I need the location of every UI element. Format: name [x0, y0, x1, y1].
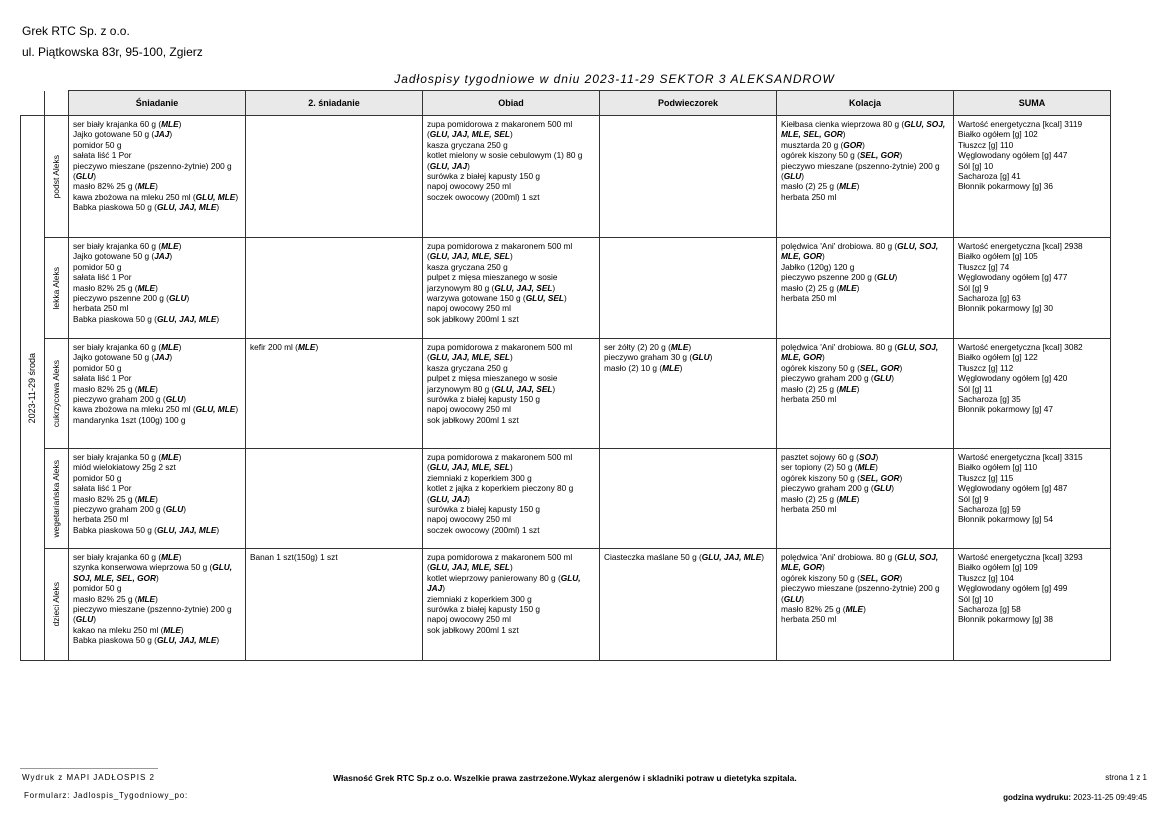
lunch-cell [423, 238, 600, 339]
nutrition-line: Wartość energetyczna [kcal] 3082 [958, 342, 1083, 352]
meal-item: Jabłko (120g) 120 g [781, 261, 855, 272]
meal-item: ser biały krajanka 60 g (MLE) [73, 552, 182, 562]
meal-item: Kiełbasa cienka wieprzowa 80 g (GLU, SOJ, MLE, SEL, GOR) [781, 119, 946, 140]
meal-item: pieczywo pszenne 200 g (GLU) [781, 272, 898, 283]
diet-label: wegetariańska Aleks [51, 459, 62, 538]
breakfast-cell [69, 549, 246, 661]
meal-item: soczek owocowy (200ml) 1 szt [427, 524, 540, 535]
nutrition-line: Błonnik pokarmowy [g] 54 [958, 514, 1054, 525]
meal-item: sałata liść 1 Por [73, 483, 132, 494]
copyright-note: Własność Grek RTC Sp.z o.o. Wszelkie prawa zastrzeżone.Wykaz alergenów i skladniki potraw u dietetyka szpitala. [333, 773, 797, 783]
meal-item: polędwica 'Ani' drobiowa. 80 g (GLU, SOJ, MLE, GOR) [781, 241, 939, 262]
nutrition-line: Tłuszcz [g] 115 [958, 472, 1014, 483]
diet-row [21, 116, 1111, 238]
meal-item: sałata liść 1 Por [73, 272, 132, 283]
meal-item: herbata 250 ml [781, 504, 837, 515]
meal-item: napoj owocowy 250 ml [427, 514, 511, 525]
meal-item: surówka z białej kapusty 150 g [427, 394, 540, 405]
meal-item: pieczywo graham 200 g (GLU) [73, 394, 186, 405]
meal-item: Jajko gotowane 50 g (JAJ) [73, 251, 173, 262]
meal-item: ogórek kiszony 50 g (SEL, GOR) [781, 472, 903, 483]
diet-cell [45, 238, 69, 339]
meal-item: masło 82% 25 g (MLE) [73, 493, 158, 504]
second-breakfast-cell [246, 449, 423, 549]
snack-cell [600, 449, 777, 549]
meal-item: pieczywo mieszane (pszenno-żytnie) 200 g (GLU) [781, 160, 940, 182]
nutrition-line: Sól [g] 10 [958, 160, 994, 171]
meal-item: pieczywo mieszane (pszenno-żytnie) 200 g (GLU) [781, 583, 940, 604]
diet-label: podst Aleks [51, 154, 62, 199]
meal-item: warzywa gotowane 150 g (GLU, SEL) [427, 293, 567, 304]
diet-label: cukrzycowa Aleks [51, 359, 62, 428]
meal-item: kasza gryczana 250 g [427, 261, 508, 272]
nutrition-line: Węglowodany ogółem [g] 420 [958, 373, 1068, 384]
nutrition-line: Białko ogółem [g] 110 [958, 462, 1038, 473]
nutrition-line: Błonnik pokarmowy [g] 36 [958, 181, 1054, 192]
print-time-label: godzina wydruku: [1003, 793, 1072, 802]
meal-item: pieczywo graham 200 g (GLU) [781, 483, 894, 494]
summary-cell [954, 339, 1111, 449]
nutrition-line: Błonnik pokarmowy [g] 47 [958, 404, 1054, 415]
nutrition-line: Wartość energetyczna [kcal] 3315 [958, 452, 1083, 462]
meal-item: masło 82% 25 g (MLE) [73, 593, 158, 604]
meal-item: Babka piaskowa 50 g (GLU, JAJ, MLE) [73, 635, 220, 646]
meal-item: masło 82% 25 g (MLE) [781, 604, 866, 615]
meal-item: herbata 250 ml [781, 614, 837, 625]
dinner-cell [777, 116, 954, 238]
meal-item: kotlet wieprzowy panierowany 80 g (GLU, JAJ) [427, 572, 581, 594]
meal-item: ogórek kiszony 50 g (SEL, GOR) [781, 150, 903, 161]
meal-item: kakao na mleku 250 ml (MLE) [73, 624, 184, 635]
second-breakfast-cell [246, 238, 423, 339]
meal-item: masło 82% 25 g (MLE) [73, 181, 158, 192]
page-number: strona 1 z 1 [1105, 773, 1147, 782]
print-time [1003, 793, 1147, 802]
meal-item: napoj owocowy 250 ml [427, 404, 511, 415]
diet-row [21, 339, 1111, 449]
nutrition-line: Sól [g] 11 [958, 383, 993, 394]
diet-label: lekka Aleks [51, 266, 62, 310]
menu-body [21, 116, 1111, 661]
lunch-cell [423, 449, 600, 549]
meal-item: surówka z białej kapusty 150 g [427, 604, 540, 615]
lunch-cell [423, 116, 600, 238]
meal-item: Ciasteczka maślane 50 g (GLU, JAJ, MLE) [604, 552, 764, 562]
meal-item: ser biały krajanka 60 g (MLE) [73, 241, 182, 251]
meal-item: pomidor 50 g [73, 261, 122, 272]
nutrition-line: Tłuszcz [g] 112 [958, 362, 1014, 373]
meal-item: pulpet z mięsa mieszanego w sosie jarzynowym 80 g (GLU, JAJ, SEL) [427, 272, 558, 293]
nutrition-line: Sacharoza [g] 58 [958, 604, 1021, 615]
column-header: Podwieczorek [600, 91, 777, 116]
meal-item: kawa zbożowa na mleku 250 ml (GLU, MLE) [73, 404, 239, 415]
nutrition-line: Wartość energetyczna [kcal] 3119 [958, 119, 1083, 129]
meal-item: sałata liść 1 Por [73, 373, 132, 384]
meal-item: Babka piaskowa 50 g (GLU, JAJ, MLE) [73, 524, 220, 535]
meal-item: ser biały krajanka 60 g (MLE) [73, 119, 182, 129]
meal-item: sałata liść 1 Por [73, 150, 132, 161]
meal-item: miód wielokiatowy 25g 2 szt [73, 462, 176, 473]
meal-item: masło (2) 25 g (MLE) [781, 493, 860, 504]
meal-item: zupa pomidorowa z makaronem 500 ml (GLU, JAJ, MLE, SEL) [427, 342, 573, 363]
column-header: Obiad [423, 91, 600, 116]
column-header: Śniadanie [69, 91, 246, 116]
header-blank [45, 91, 69, 116]
diet-label: dzieci Aleks [51, 582, 62, 627]
nutrition-line: Sól [g] 9 [958, 493, 989, 504]
meal-item: Jajko gotowane 50 g (JAJ) [73, 352, 173, 363]
meal-item: ser biały krajanka 50 g (MLE) [73, 452, 182, 462]
day-label: 2023-11-29 środa [27, 352, 38, 424]
form-name: Formularz: Jadlospis_Tygodniowy_po: [24, 791, 189, 800]
nutrition-line: Tłuszcz [g] 74 [958, 261, 1010, 272]
diet-cell [45, 116, 69, 238]
nutrition-line: Białko ogółem [g] 122 [958, 352, 1038, 363]
second-breakfast-cell [246, 339, 423, 449]
meal-item: pieczywo graham 30 g (GLU) [604, 352, 713, 363]
meal-item: masło 82% 25 g (MLE) [73, 282, 158, 293]
meal-item: herbata 250 ml [73, 514, 129, 525]
meal-item: Jajko gotowane 50 g (JAJ) [73, 129, 173, 140]
meal-item: pulpet z mięsa mieszanego w sosie jarzynowym 80 g (GLU, JAJ, SEL) [427, 373, 558, 394]
meal-item: ziemniaki z koperkiem 300 g [427, 472, 532, 483]
summary-cell [954, 238, 1111, 339]
meal-item: pieczywo graham 200 g (GLU) [73, 504, 186, 515]
column-header: SUMA [954, 91, 1111, 116]
nutrition-line: Sól [g] 10 [958, 593, 994, 604]
meal-item: pieczywo mieszane (pszenno-żytnie) 200 g (GLU) [73, 160, 232, 182]
snack-cell [600, 339, 777, 449]
meal-item: ser żółty (2) 20 g (MLE) [604, 342, 692, 352]
nutrition-line: Wartość energetyczna [kcal] 2938 [958, 241, 1083, 251]
meal-item: Banan 1 szt(150g) 1 szt [250, 552, 338, 562]
diet-cell [45, 339, 69, 449]
footer-divider [20, 768, 158, 769]
column-header: 2. śniadanie [246, 91, 423, 116]
meal-item: sok jabłkowy 200ml 1 szt [427, 624, 519, 635]
menu-table [20, 90, 1111, 661]
meal-item: sok jabłkowy 200ml 1 szt [427, 414, 519, 425]
company-name: Grek RTC Sp. z o.o. [22, 24, 130, 38]
diet-cell [45, 549, 69, 661]
meal-item: napoj owocowy 250 ml [427, 303, 511, 314]
snack-cell [600, 238, 777, 339]
nutrition-line: Białko ogółem [g] 102 [958, 129, 1038, 140]
meal-item: masło (2) 10 g (MLE) [604, 362, 683, 373]
summary-cell [954, 549, 1111, 661]
nutrition-line: Błonnik pokarmowy [g] 38 [958, 614, 1054, 625]
summary-cell [954, 116, 1111, 238]
meal-item: pieczywo mieszane (pszenno-żytnie) 200 g (GLU) [73, 604, 232, 625]
meal-item: surówka z białej kapusty 150 g [427, 171, 540, 182]
meal-item: ogórek kiszony 50 g (SEL, GOR) [781, 572, 903, 583]
meal-item: pasztet sojowy 60 g (SOJ) [781, 452, 879, 462]
diet-row [21, 238, 1111, 339]
lunch-cell [423, 339, 600, 449]
snack-cell [600, 549, 777, 661]
second-breakfast-cell [246, 549, 423, 661]
header-row [21, 91, 1111, 116]
meal-item: Babka piaskowa 50 g (GLU, JAJ, MLE) [73, 202, 220, 213]
meal-item: kefir 200 ml (MLE) [250, 342, 319, 352]
meal-item: masło 82% 25 g (MLE) [73, 383, 158, 394]
nutrition-line: Węglowodany ogółem [g] 447 [958, 150, 1068, 161]
meal-item: pomidor 50 g [73, 139, 122, 150]
nutrition-line: Tłuszcz [g] 110 [958, 139, 1014, 150]
meal-item: ogórek kiszony 50 g (SEL, GOR) [781, 362, 903, 373]
meal-item: polędwica 'Ani' drobiowa. 80 g (GLU, SOJ, MLE, GOR) [781, 552, 939, 573]
summary-cell [954, 449, 1111, 549]
meal-item: ziemniaki z koperkiem 300 g [427, 593, 532, 604]
meal-item: kasza gryczana 250 g [427, 362, 508, 373]
meal-item: kawa zbożowa na mleku 250 ml (GLU, MLE) [73, 191, 239, 202]
meal-item: musztarda 20 g (GOR) [781, 139, 865, 150]
meal-item: Babka piaskowa 50 g (GLU, JAJ, MLE) [73, 313, 220, 324]
company-address: ul. Piątkowska 83r, 95-100, Zgierz [22, 45, 203, 59]
nutrition-line: Błonnik pokarmowy [g] 30 [958, 303, 1054, 314]
diet-row [21, 549, 1111, 661]
meal-item: herbata 250 ml [781, 394, 837, 405]
nutrition-line: Białko ogółem [g] 105 [958, 251, 1038, 262]
diet-cell [45, 449, 69, 549]
nutrition-line: Sacharoza [g] 63 [958, 293, 1021, 304]
meal-item: zupa pomidorowa z makaronem 500 ml (GLU, JAJ, MLE, SEL) [427, 241, 573, 262]
dinner-cell [777, 238, 954, 339]
meal-item: herbata 250 ml [73, 303, 129, 314]
meal-item: napoj owocowy 250 ml [427, 181, 511, 192]
meal-item: szynka konserwowa wieprzowa 50 g (GLU, SOJ, MLE, SEL, GOR) [73, 562, 233, 583]
nutrition-line: Białko ogółem [g] 109 [958, 562, 1038, 573]
meal-item: masło (2) 25 g (MLE) [781, 181, 860, 192]
nutrition-line: Węglowodany ogółem [g] 487 [958, 483, 1068, 494]
meal-item: pomidor 50 g [73, 472, 122, 483]
breakfast-cell [69, 116, 246, 238]
nutrition-line: Wartość energetyczna [kcal] 3293 [958, 552, 1083, 562]
breakfast-cell [69, 339, 246, 449]
meal-item: kasza gryczana 250 g [427, 139, 508, 150]
meal-item: masło (2) 25 g (MLE) [781, 383, 860, 394]
dinner-cell [777, 549, 954, 661]
meal-item: kotlet mielony w sosie cebulowym (1) 80 g (GLU, JAJ) [427, 150, 583, 171]
meal-item: pieczywo graham 200 g (GLU) [781, 373, 894, 384]
print-source: Wydruk z MAPI JADŁOSPIS 2 [22, 773, 155, 782]
meal-item: soczek owocowy (200ml) 1 szt [427, 191, 540, 202]
header-blank [21, 91, 45, 116]
diet-row [21, 449, 1111, 549]
meal-item: pomidor 50 g [73, 362, 122, 373]
second-breakfast-cell [246, 116, 423, 238]
meal-item: zupa pomidorowa z makaronem 500 ml (GLU, JAJ, MLE, SEL) [427, 119, 573, 140]
meal-item: polędwica 'Ani' drobiowa. 80 g (GLU, SOJ, MLE, GOR) [781, 342, 939, 363]
meal-item: ser biały krajanka 60 g (MLE) [73, 342, 182, 352]
page-title: Jadłospisy tygodniowe w dniu 2023-11-29 SEKTOR 3 ALEKSANDROW [394, 72, 835, 86]
dinner-cell [777, 449, 954, 549]
nutrition-line: Sacharoza [g] 35 [958, 394, 1021, 405]
meal-item: herbata 250 ml [781, 293, 837, 304]
print-time-value: 2023-11-25 09:49:45 [1073, 793, 1147, 802]
meal-item: zupa pomidorowa z makaronem 500 ml (GLU, JAJ, MLE, SEL) [427, 452, 573, 473]
meal-item: ser topiony (2) 50 g (MLE) [781, 462, 878, 473]
nutrition-line: Węglowodany ogółem [g] 499 [958, 583, 1068, 594]
meal-item: herbata 250 ml [781, 191, 837, 202]
breakfast-cell [69, 449, 246, 549]
nutrition-line: Tłuszcz [g] 104 [958, 572, 1014, 583]
meal-item: sok jabłkowy 200ml 1 szt [427, 313, 519, 324]
meal-item: kotlet z jajka z koperkiem pieczony 80 g (GLU, JAJ) [427, 483, 574, 504]
column-header: Kolacja [777, 91, 954, 116]
meal-item: masło (2) 25 g (MLE) [781, 282, 860, 293]
nutrition-line: Sacharoza [g] 59 [958, 504, 1021, 515]
dinner-cell [777, 339, 954, 449]
meal-item: surówka z białej kapusty 150 g [427, 504, 540, 515]
meal-item: pomidor 50 g [73, 583, 122, 594]
meal-item: mandarynka 1szt (100g) 100 g [73, 414, 186, 425]
nutrition-line: Sól [g] 9 [958, 282, 989, 293]
breakfast-cell [69, 238, 246, 339]
lunch-cell [423, 549, 600, 661]
meal-item: zupa pomidorowa z makaronem 500 ml (GLU, JAJ, MLE, SEL) [427, 552, 573, 573]
day-cell [21, 116, 45, 661]
nutrition-line: Węglowodany ogółem [g] 477 [958, 272, 1068, 283]
snack-cell [600, 116, 777, 238]
meal-item: pieczywo pszenne 200 g (GLU) [73, 293, 190, 304]
nutrition-line: Sacharoza [g] 41 [958, 171, 1021, 182]
meal-item: napoj owocowy 250 ml [427, 614, 511, 625]
